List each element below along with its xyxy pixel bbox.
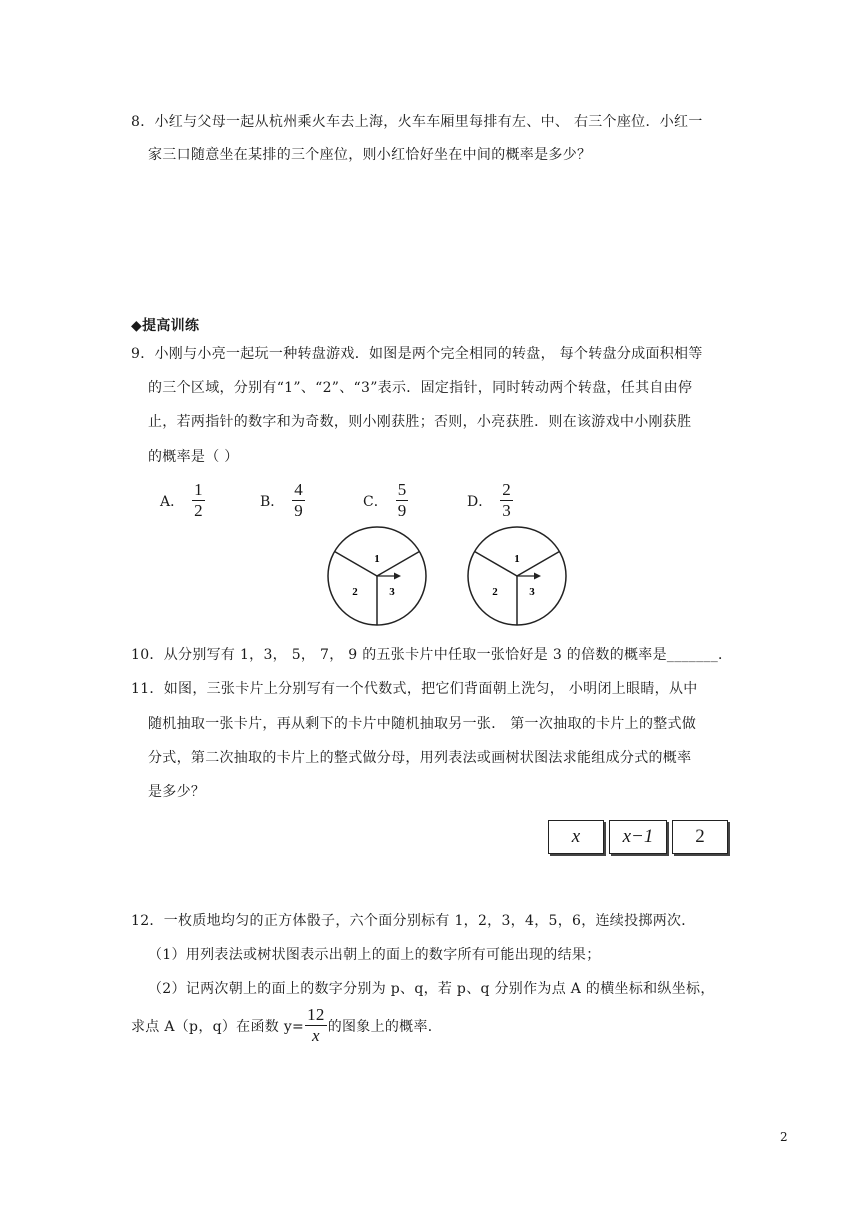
q12-line-4-prefix: 求点 A（p，q）在函数 y= bbox=[131, 1018, 305, 1035]
spinner-left-label-3: 3 bbox=[389, 586, 395, 598]
q12-line-1: 12．一枚质地均匀的正方体骰子，六个面分别标有 1，2，3，4，5，6，连续投掷两次． bbox=[131, 913, 696, 929]
q12-line-4 bbox=[131, 1005, 442, 1046]
spinner-right-label-1: 1 bbox=[514, 553, 520, 565]
option-b-label: B． bbox=[260, 493, 285, 510]
q11-line-4: 是多少？ bbox=[148, 784, 206, 800]
option-b bbox=[260, 480, 305, 521]
spinner-left bbox=[325, 524, 429, 628]
page-number: 2 bbox=[780, 1130, 788, 1144]
option-c bbox=[363, 480, 408, 521]
q12-fraction-denominator: x bbox=[311, 1026, 320, 1045]
option-a-numerator: 1 bbox=[194, 480, 203, 499]
spinner-right bbox=[465, 524, 569, 628]
option-d bbox=[467, 480, 513, 521]
option-c-label: C． bbox=[363, 493, 388, 510]
option-b-numerator: 4 bbox=[294, 480, 303, 499]
card-x-minus-1: x−1 bbox=[609, 820, 667, 854]
option-d-numerator: 2 bbox=[502, 480, 511, 499]
q8-line-2: 家三口随意坐在某排的三个座位，则小红恰好坐在中间的概率是多少？ bbox=[148, 147, 592, 163]
spinner-right-label-2: 2 bbox=[492, 586, 498, 598]
q11-line-2: 随机抽取一张卡片，再从剩下的卡片中随机抽取另一张． 第一次抽取的卡片上的整式做 bbox=[148, 716, 697, 732]
q9-line-1: 9．小刚与小亮一起玩一种转盘游戏．如图是两个完全相同的转盘， 每个转盘分成面积相等 bbox=[131, 346, 703, 362]
option-c-numerator: 5 bbox=[397, 480, 407, 499]
spinner-left-label-1: 1 bbox=[374, 553, 380, 565]
option-a-label: A． bbox=[160, 493, 185, 510]
q9-line-3: 止，若两指针的数字和为奇数，则小刚获胜；否则，小亮获胜．则在该游戏中小刚获胜 bbox=[148, 414, 692, 430]
q12-fraction-numerator: 12 bbox=[307, 1005, 325, 1024]
spinner-left-label-2: 2 bbox=[352, 586, 358, 598]
option-a bbox=[160, 480, 205, 521]
q12-function-fraction bbox=[305, 1005, 327, 1046]
q8-line-1: 8．小红与父母一起从杭州乘火车去上海，火车车厢里每排有左、中、 右三个座位．小红一 bbox=[131, 114, 703, 130]
card-2: 2 bbox=[672, 820, 728, 854]
q11-line-1: 11．如图，三张卡片上分别写有一个代数式，把它们背面朝上洗匀， 小明闭上眼睛，从中 bbox=[131, 681, 698, 697]
q9-line-2: 的三个区域，分别有“1”、“2”、“3”表示．固定指针，同时转动两个转盘，任其自由停 bbox=[148, 380, 693, 396]
spinner-right-label-3: 3 bbox=[529, 586, 535, 598]
q12-line-3: （2）记两次朝上的面上的数字分别为 p、q，若 p、q 分别作为点 A 的横坐标和纵坐标， bbox=[148, 981, 715, 997]
card-x: x bbox=[548, 820, 604, 854]
q11-line-3: 分式，第二次抽取的卡片上的整式做分母，用列表法或画树状图法求能组成分式的概率 bbox=[148, 750, 692, 766]
q12-line-2: （1）用列表法或树状图表示出朝上的面上的数字所有可能出现的结果； bbox=[148, 947, 601, 963]
q10-line-1: 10．从分别写有 1，3， 5， 7， 9 的五张卡片中任取一张恰好是 3 的倍数的概率是_______． bbox=[131, 647, 733, 663]
option-d-label: D． bbox=[467, 493, 493, 510]
q12-line-4-suffix: 的图象上的概率． bbox=[327, 1018, 443, 1035]
option-d-denominator: 3 bbox=[502, 501, 511, 520]
section-title: ◆提高训练 bbox=[131, 318, 200, 334]
option-b-denominator: 9 bbox=[294, 501, 303, 520]
option-c-denominator: 9 bbox=[397, 501, 407, 520]
option-a-denominator: 2 bbox=[194, 501, 203, 520]
q9-line-4: 的概率是（ ） bbox=[148, 449, 239, 465]
